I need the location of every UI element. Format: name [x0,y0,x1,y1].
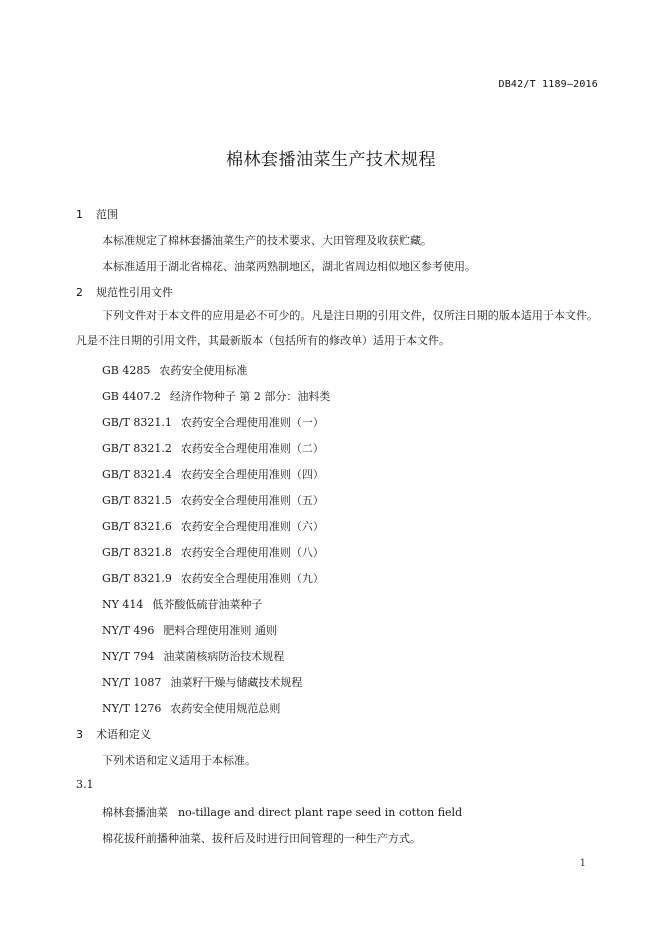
term-chinese: 棉林套播油菜 [102,806,168,819]
reference-code: GB/T 8321.8 [102,546,172,559]
reference-item [102,674,302,690]
section-number: 1 [76,208,83,221]
reference-title: 农药安全合理使用准则（八） [180,546,324,559]
reference-title: 农药安全合理使用准则（二） [180,442,324,455]
reference-item [102,414,324,430]
page-number: 1 [579,858,586,869]
reference-code: GB/T 8321.4 [102,468,172,481]
reference-title: 农药安全合理使用准则（九） [180,572,324,585]
reference-item [102,622,277,638]
reference-code: GB/T 8321.2 [102,442,172,455]
section-heading-normative-references [76,284,173,300]
term-entry [102,804,462,820]
reference-title: 经济作物种子 第 2 部分：油料类 [169,390,331,403]
section-number: 2 [76,286,83,299]
reference-item [102,466,324,482]
reference-code: GB/T 8321.1 [102,416,172,429]
reference-title: 油菜籽干燥与储藏技术规程 [170,676,303,689]
scope-paragraph-2: 本标准适用于湖北省棉花、油菜两熟制地区，湖北省周边相似地区参考使用。 [102,260,476,273]
reference-code: NY/T 794 [102,650,155,663]
reference-item [102,648,284,664]
reference-item [102,700,280,716]
section-heading-scope [76,206,118,222]
reference-title: 肥料合理使用准则 通则 [163,624,277,637]
term-definition: 棉花拔秆前播种油菜、拔秆后及时进行田间管理的一种生产方式。 [102,832,421,845]
reference-title: 农药安全合理使用准则（六） [180,520,324,533]
reference-code: NY/T 1087 [102,676,162,689]
reference-code: GB/T 8321.5 [102,494,172,507]
reference-item [102,570,324,586]
reference-item [102,362,247,378]
section-number: 3 [76,728,83,741]
reference-title: 农药安全使用规范总则 [170,702,281,715]
reference-item [102,440,324,456]
section-title: 规范性引用文件 [96,286,173,299]
terms-intro-paragraph: 下列术语和定义适用于本标准。 [102,754,256,767]
reference-item [102,544,324,560]
reference-item [102,388,330,404]
reference-code: GB/T 8321.6 [102,520,172,533]
reference-item [102,518,324,534]
document-title: 棉林套播油菜生产技术规程 [226,150,436,170]
reference-code: NY/T 496 [102,624,155,637]
reference-code: GB/T 8321.9 [102,572,172,585]
reference-item [102,492,324,508]
reference-title: 油菜菌核病防治技术规程 [163,650,285,663]
reference-item [102,596,262,612]
term-english: no-tillage and direct plant rape seed in cotton field [178,806,463,819]
reference-title: 低芥酸低硫苷油菜种子 [152,598,263,611]
normative-intro-paragraph: 下列文件对于本文件的应用是必不可少的。凡是注日期的引用文件，仅所注日期的版本适用于本文件。凡是不注日期的引用文件，其最新版本（包括所有的修改单）适用于本文件。 [76,309,598,347]
reference-title: 农药安全使用标准 [159,364,248,377]
section-title: 范围 [96,208,118,221]
section-title: 术语和定义 [96,728,151,741]
standard-code: DB42/T 1189—2016 [498,79,598,90]
section-heading-terms [76,726,151,742]
subclause-number: 3.1 [76,778,94,791]
reference-code: NY 414 [102,598,144,611]
reference-code: GB 4285 [102,364,151,377]
reference-code: NY/T 1276 [102,702,162,715]
scope-paragraph-1: 本标准规定了棉林套播油菜生产的技术要求、大田管理及收获贮藏。 [102,234,432,247]
reference-code: GB 4407.2 [102,390,161,403]
reference-title: 农药安全合理使用准则（一） [180,416,324,429]
reference-title: 农药安全合理使用准则（四） [180,468,324,481]
reference-title: 农药安全合理使用准则（五） [180,494,324,507]
